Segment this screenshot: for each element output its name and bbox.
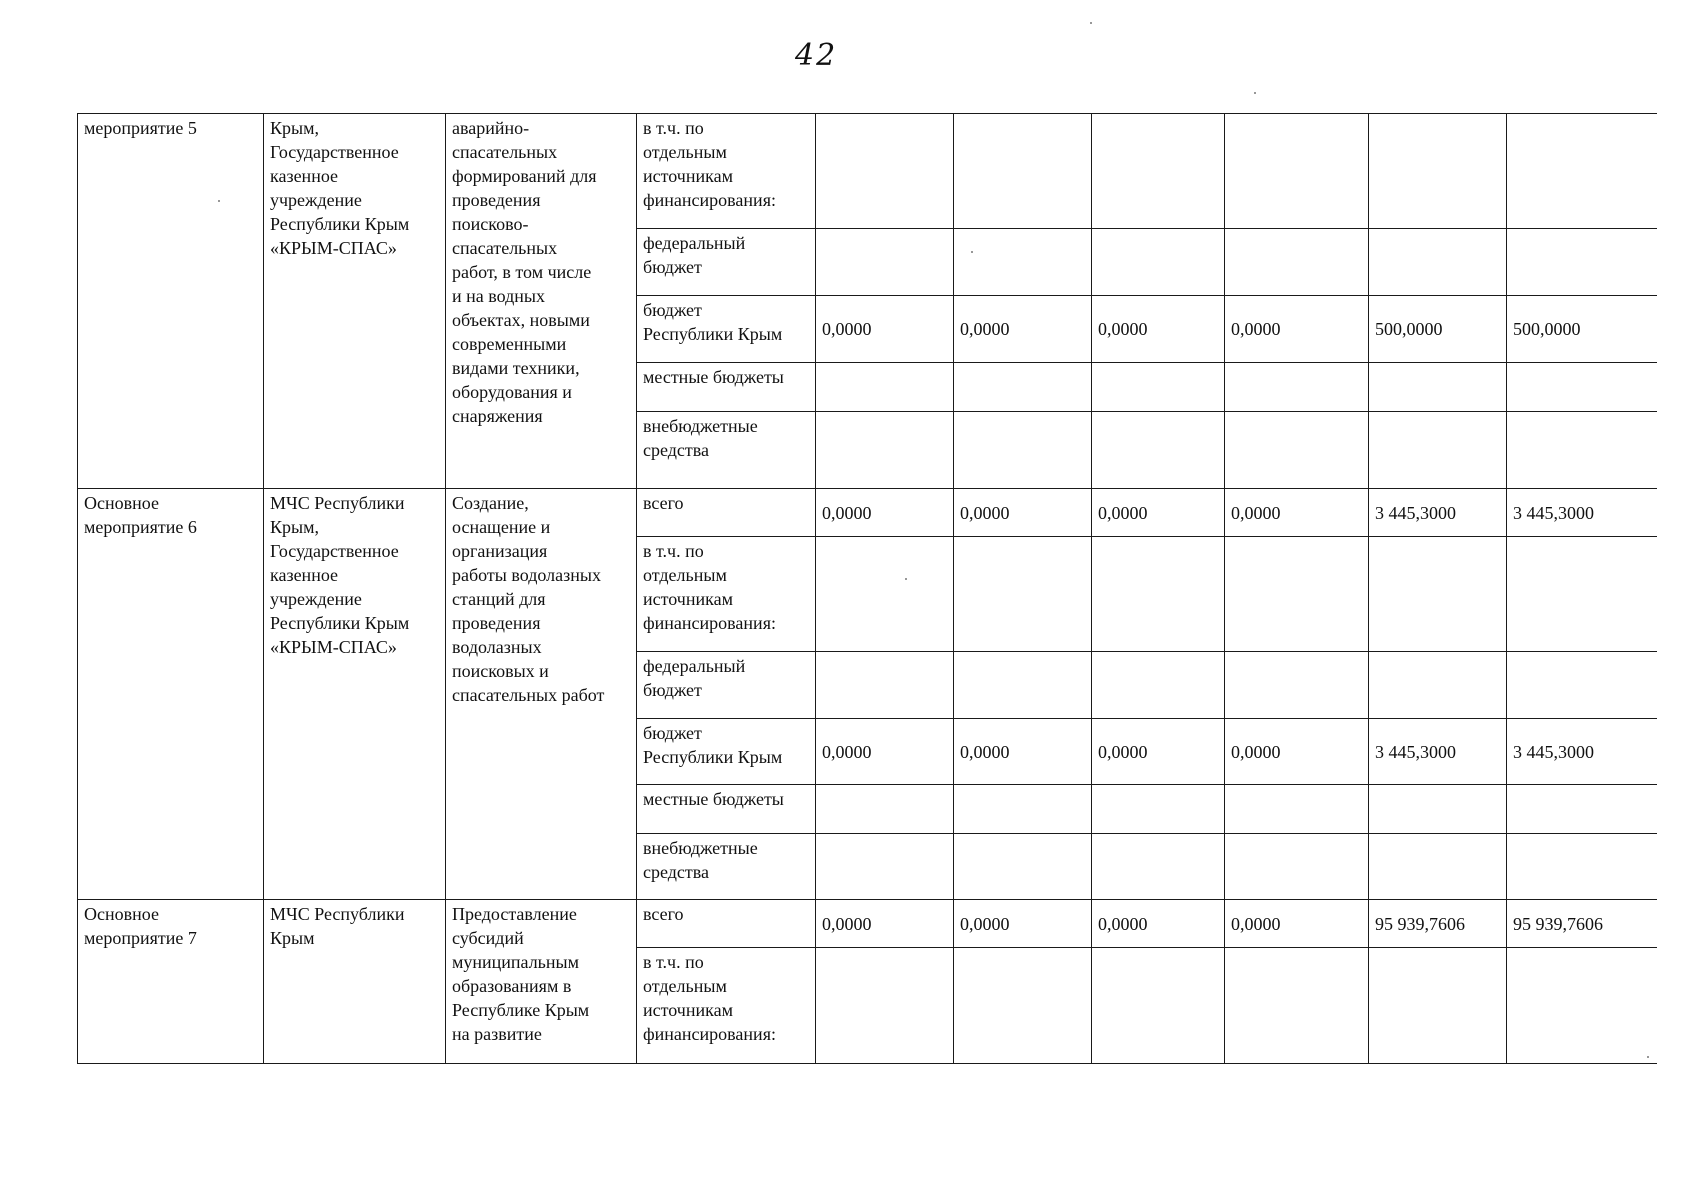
value-cell (1507, 412, 1657, 489)
funding-source-cell: в т.ч. по отдельным источникам финансирования: (637, 114, 816, 229)
description-cell: Предоставление субсидий муниципальным образованиям в Республике Крым на развитие (446, 900, 637, 1064)
value-cell (1507, 537, 1657, 652)
value-cell: 500,0000 (1369, 296, 1507, 363)
value-cell (816, 363, 954, 412)
value-cell (1369, 834, 1507, 900)
value-cell: 0,0000 (954, 489, 1092, 537)
value-cell: 0,0000 (1225, 719, 1369, 785)
value-cell (816, 948, 954, 1064)
value-cell (1092, 229, 1225, 296)
executor-cell: Крым, Государственное казенное учреждение Республики Крым «КРЫМ-СПАС» (264, 114, 446, 489)
value-cell (816, 834, 954, 900)
value-cell: 0,0000 (816, 719, 954, 785)
value-cell (954, 412, 1092, 489)
scan-speck (1254, 92, 1256, 94)
value-cell (954, 114, 1092, 229)
value-cell (1225, 412, 1369, 489)
value-cell: 0,0000 (1225, 489, 1369, 537)
funding-source-cell: федеральный бюджет (637, 229, 816, 296)
scan-speck (905, 578, 907, 580)
value-cell: 0,0000 (954, 719, 1092, 785)
value-cell (1507, 785, 1657, 834)
value-cell: 0,0000 (954, 900, 1092, 948)
value-cell: 500,0000 (1507, 296, 1657, 363)
value-cell: 95 939,7606 (1507, 900, 1657, 948)
funding-source-cell: федеральный бюджет (637, 652, 816, 719)
funding-source-cell: бюджет Республики Крым (637, 719, 816, 785)
value-cell (816, 537, 954, 652)
activity-cell: Основное мероприятие 7 (78, 900, 264, 1064)
financing-table (77, 113, 1657, 1064)
value-cell (954, 229, 1092, 296)
value-cell: 3 445,3000 (1507, 719, 1657, 785)
value-cell (816, 652, 954, 719)
value-cell (1369, 785, 1507, 834)
value-cell: 0,0000 (816, 900, 954, 948)
value-cell (1092, 785, 1225, 834)
value-cell: 0,0000 (954, 296, 1092, 363)
funding-source-cell: всего (637, 489, 816, 537)
value-cell (1092, 363, 1225, 412)
value-cell (1507, 652, 1657, 719)
value-cell (816, 229, 954, 296)
value-cell (1225, 652, 1369, 719)
value-cell (1092, 948, 1225, 1064)
value-cell (954, 537, 1092, 652)
value-cell (1225, 363, 1369, 412)
table-row (78, 900, 1657, 948)
value-cell (954, 652, 1092, 719)
value-cell (1092, 412, 1225, 489)
activity-cell: мероприятие 5 (78, 114, 264, 489)
value-cell (954, 834, 1092, 900)
table-row (78, 114, 1657, 229)
value-cell (1369, 652, 1507, 719)
scan-speck (218, 200, 220, 202)
value-cell (816, 412, 954, 489)
value-cell (954, 948, 1092, 1064)
value-cell: 95 939,7606 (1369, 900, 1507, 948)
value-cell: 3 445,3000 (1369, 489, 1507, 537)
value-cell: 3 445,3000 (1507, 489, 1657, 537)
value-cell (1507, 229, 1657, 296)
executor-cell: МЧС Республики Крым, Государственное казенное учреждение Республики Крым «КРЫМ-СПАС» (264, 489, 446, 900)
value-cell (954, 363, 1092, 412)
value-cell: 0,0000 (1092, 719, 1225, 785)
value-cell (1225, 948, 1369, 1064)
value-cell (1507, 363, 1657, 412)
value-cell: 0,0000 (1092, 296, 1225, 363)
value-cell (1369, 948, 1507, 1064)
value-cell (1092, 114, 1225, 229)
description-cell: Создание, оснащение и организация работы водолазных станций для проведения водолазных поисковых и спасательных работ (446, 489, 637, 900)
page-number: 42 (795, 38, 838, 73)
executor-cell: МЧС Республики Крым (264, 900, 446, 1064)
table-row (78, 489, 1657, 537)
value-cell: 0,0000 (816, 489, 954, 537)
value-cell (1092, 537, 1225, 652)
activity-cell: Основное мероприятие 6 (78, 489, 264, 900)
value-cell (1092, 652, 1225, 719)
value-cell (1507, 948, 1657, 1064)
value-cell (1369, 537, 1507, 652)
value-cell (1225, 229, 1369, 296)
funding-source-cell: всего (637, 900, 816, 948)
value-cell (1369, 363, 1507, 412)
value-cell (1369, 114, 1507, 229)
value-cell (816, 114, 954, 229)
value-cell (1369, 412, 1507, 489)
value-cell (1507, 114, 1657, 229)
funding-source-cell: местные бюджеты (637, 785, 816, 834)
value-cell: 0,0000 (1092, 900, 1225, 948)
value-cell: 0,0000 (1225, 296, 1369, 363)
funding-source-cell: в т.ч. по отдельным источникам финансирования: (637, 537, 816, 652)
value-cell (1369, 229, 1507, 296)
value-cell (1225, 785, 1369, 834)
funding-source-cell: внебюджетные средства (637, 834, 816, 900)
scan-speck (1090, 22, 1092, 24)
funding-source-cell: в т.ч. по отдельным источникам финансирования: (637, 948, 816, 1064)
value-cell (954, 785, 1092, 834)
value-cell (1225, 114, 1369, 229)
funding-source-cell: местные бюджеты (637, 363, 816, 412)
funding-source-cell: внебюджетные средства (637, 412, 816, 489)
description-cell: аварийно- спасательных формирований для проведения поисково- спасательных работ, в том числе и на водных объектах, новыми современными видами техники, оборудования и снаряжения (446, 114, 637, 489)
value-cell: 0,0000 (816, 296, 954, 363)
scan-speck (971, 251, 973, 253)
value-cell (1092, 834, 1225, 900)
value-cell (1507, 834, 1657, 900)
value-cell (1225, 537, 1369, 652)
value-cell (1225, 834, 1369, 900)
funding-source-cell: бюджет Республики Крым (637, 296, 816, 363)
scan-speck (1647, 1056, 1649, 1058)
value-cell: 0,0000 (1225, 900, 1369, 948)
value-cell: 3 445,3000 (1369, 719, 1507, 785)
value-cell: 0,0000 (1092, 489, 1225, 537)
value-cell (816, 785, 954, 834)
